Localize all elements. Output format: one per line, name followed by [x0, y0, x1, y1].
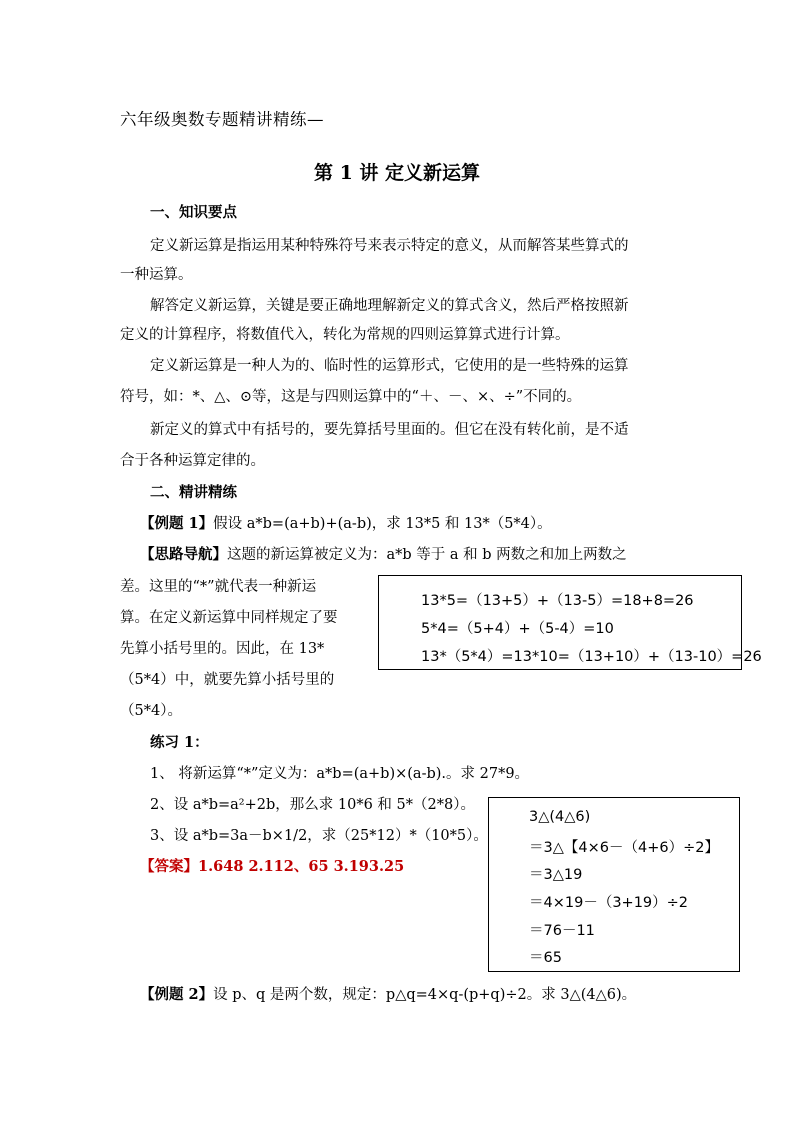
practice-item: 1、 将新运算“*”定义为：a*b=(a+b)×(a-b).。求 27*9。 — [150, 766, 530, 782]
box2-line: 3△(4△6) — [529, 809, 591, 825]
practice-item: 3、设 a*b=3a－b×1/2，求（25*12）*（10*5）。 — [150, 828, 488, 844]
solution-box-2 — [488, 797, 740, 972]
example-1-label: 【例题 1】 — [140, 515, 214, 532]
solution-box-1 — [378, 575, 762, 670]
paragraph-line: 一种运算。 — [120, 267, 193, 283]
box2-line: ＝3△19 — [529, 867, 583, 883]
paragraph-line: 新定义的算式中有括号的，要先算括号里面的。但它在没有转化前，是不适 — [150, 422, 629, 438]
answer-text: 1.648 2.112、65 3.193.25 — [198, 858, 405, 875]
example-1 — [140, 514, 552, 534]
guide-line: 差。这里的“*”就代表一种新运 — [120, 579, 317, 595]
section-heading-practice: 二、精讲精练 — [150, 484, 237, 501]
guide-line: 先算小括号里的。因此，在 13* — [120, 641, 325, 657]
section-heading-knowledge: 一、知识要点 — [150, 204, 237, 221]
lesson-title: 第 1 讲 定义新运算 — [313, 162, 481, 184]
guide-line-1 — [140, 545, 627, 565]
practice-heading: 练习 1： — [150, 734, 209, 751]
document-header: 六年级奥数专题精讲精练— — [120, 110, 324, 129]
example-2 — [140, 985, 636, 1005]
box2-line: ＝65 — [529, 950, 562, 966]
paragraph-line: 定义新运算是指运用某种特殊符号来表示特定的意义，从而解答某些算式的 — [150, 238, 629, 254]
guide-line: （5*4）。 — [120, 703, 182, 719]
box2-line: ＝4×19－（3+19）÷2 — [529, 895, 689, 911]
paragraph-line: 合于各种运算定律的。 — [120, 453, 265, 469]
box1-line: 5*4=（5+4）+（5-4）=10 — [421, 621, 614, 637]
paragraph-line: 定义的计算程序，将数值代入，转化为常规的四则运算算式进行计算。 — [120, 327, 570, 343]
guide-line: （5*4）中，就要先算小括号里的 — [120, 672, 335, 688]
practice-item: 2、设 a*b=a²+2b，那么求 10*6 和 5*（2*8）。 — [150, 797, 475, 813]
box1-line: 13*5=（13+5）+（13-5）=18+8=26 — [421, 593, 694, 609]
guide-line: 算。在定义新运算中同样规定了要 — [120, 610, 338, 626]
paragraph-line: 符号，如：*、△、⊙等，这是与四则运算中的“＋、－、×、÷”不同的。 — [120, 389, 582, 405]
example-2-text: 设 p、q 是两个数，规定：p△q=4×q-(p+q)÷2。求 3△(4△6)。 — [213, 987, 637, 1003]
paragraph-line: 定义新运算是一种人为的、临时性的运算形式，它使用的是一些特殊的运算 — [150, 358, 629, 374]
answer — [140, 857, 404, 877]
box1-line: 13*（5*4）=13*10=（13+10）+（13-10）=26 — [421, 649, 762, 665]
box2-line: ＝3△【4×6－（4+6）÷2】 — [529, 840, 719, 856]
paragraph-line: 解答定义新运算，关键是要正确地理解新定义的算式含义，然后严格按照新 — [150, 298, 629, 314]
answer-label: 【答案】 — [140, 858, 198, 875]
example-2-label: 【例题 2】 — [140, 986, 214, 1003]
guide-label: 【思路导航】 — [140, 546, 227, 563]
box2-line: ＝76－11 — [529, 923, 595, 939]
guide-text: 这题的新运算被定义为：a*b 等于 a 和 b 两数之和加上两数之 — [227, 547, 627, 563]
example-1-text: 假设 a*b=(a+b)+(a-b)，求 13*5 和 13*（5*4）。 — [213, 516, 552, 532]
